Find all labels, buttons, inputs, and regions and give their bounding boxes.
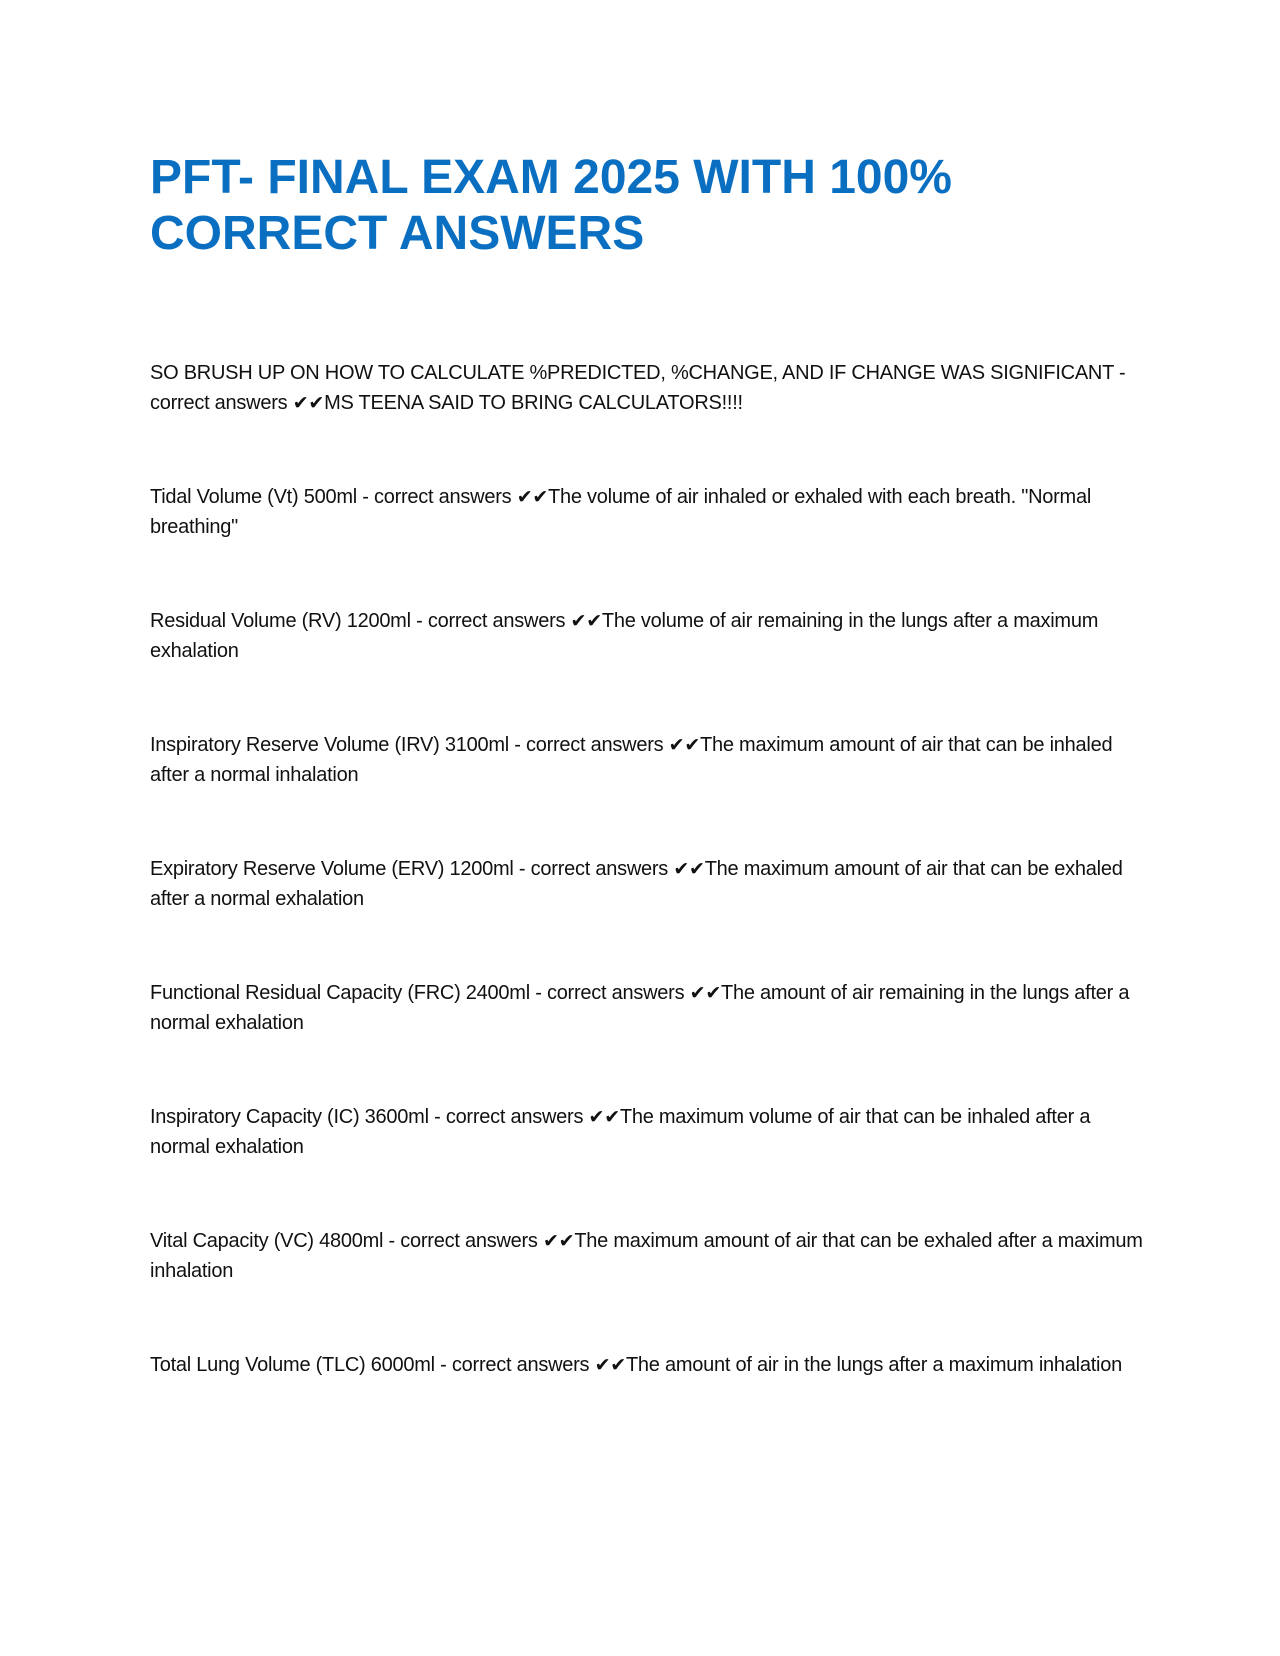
qa-answer: The maximum volume of air that can be inhaled after a normal exhalation [150,1106,1091,1158]
qa-item [150,1102,1150,1162]
qa-item [150,730,1150,790]
double-check-icon: ✔✔ [516,486,549,508]
qa-separator: - [508,734,526,756]
qa-separator: - [434,1354,452,1376]
double-check-icon: ✔✔ [668,734,701,756]
double-check-icon: ✔✔ [588,1106,620,1128]
qa-answer: The maximum amount of air that can be inhaled after a normal inhalation [150,734,1113,786]
qa-question: Vital Capacity (VC) 4800ml [150,1230,384,1252]
qa-answer-label: correct answers [427,610,566,632]
qa-answer: MS TEENA SAID TO BRING CALCULATORS!!!! [324,392,743,414]
qa-item [150,358,1150,418]
qa-answer-label: correct answers [400,1230,538,1252]
qa-answer-label: correct answers [530,858,669,880]
qa-question: Tidal Volume (Vt) 500ml [150,486,357,508]
qa-separator: - [529,982,547,1004]
qa-separator: - [410,610,428,632]
double-check-icon: ✔✔ [594,1354,626,1376]
qa-separator: - [428,1106,446,1128]
double-check-icon: ✔✔ [673,858,705,880]
qa-answer-label: correct answers [445,1106,584,1128]
qa-answer-label: correct answers [525,734,664,756]
qa-question: Expiratory Reserve Volume (ERV) 1200ml [150,858,514,880]
qa-question: Inspiratory Reserve Volume (IRV) 3100ml [150,734,509,756]
qa-answer: The maximum amount of air that can be exhaled after a normal exhalation [150,858,1123,910]
qa-item [150,1226,1150,1286]
qa-item [150,606,1150,666]
qa-answer-label: correct answers [373,486,512,508]
double-check-icon: ✔✔ [689,982,721,1004]
qa-answer: The amount of air remaining in the lungs after a normal exhalation [150,982,1130,1034]
qa-separator: - [1113,362,1126,384]
qa-question: SO BRUSH UP ON HOW TO CALCULATE %PREDICTED, %CHANGE, AND IF CHANGE WAS SIGNIFICANT [150,362,1114,384]
qa-answer-label: correct answers [451,1354,590,1376]
qa-item [150,854,1150,914]
qa-answer: The maximum amount of air that can be exhaled after a maximum inhalation [150,1230,1143,1282]
qa-question: Functional Residual Capacity (FRC) 2400ml [150,982,530,1004]
qa-answer-label: correct answers [546,982,685,1004]
qa-answer-label: correct answers [150,392,288,414]
qa-answer: The volume of air remaining in the lungs after a maximum exhalation [150,610,1099,662]
qa-answer: The amount of air in the lungs after a maximum inhalation [625,1354,1122,1376]
title-line-1: PFT- FINAL EXAM 2025 WITH 100% [150,151,952,204]
qa-item [150,978,1150,1038]
qa-question: Residual Volume (RV) 1200ml [150,610,411,632]
title-line-2: CORRECT ANSWERS [150,207,645,260]
double-check-icon: ✔✔ [292,392,325,414]
qa-item [150,1350,1150,1380]
qa-answer: The volume of air inhaled or exhaled with each breath. "Normal breathing" [150,486,1092,538]
qa-item [150,482,1150,542]
qa-separator: - [356,486,374,508]
double-check-icon: ✔✔ [542,1230,575,1252]
qa-separator: - [513,858,531,880]
document-title [150,150,1150,262]
qa-question: Total Lung Volume (TLC) 6000ml [150,1354,435,1376]
qa-question: Inspiratory Capacity (IC) 3600ml [150,1106,429,1128]
double-check-icon: ✔✔ [570,610,602,632]
qa-separator: - [383,1230,401,1252]
